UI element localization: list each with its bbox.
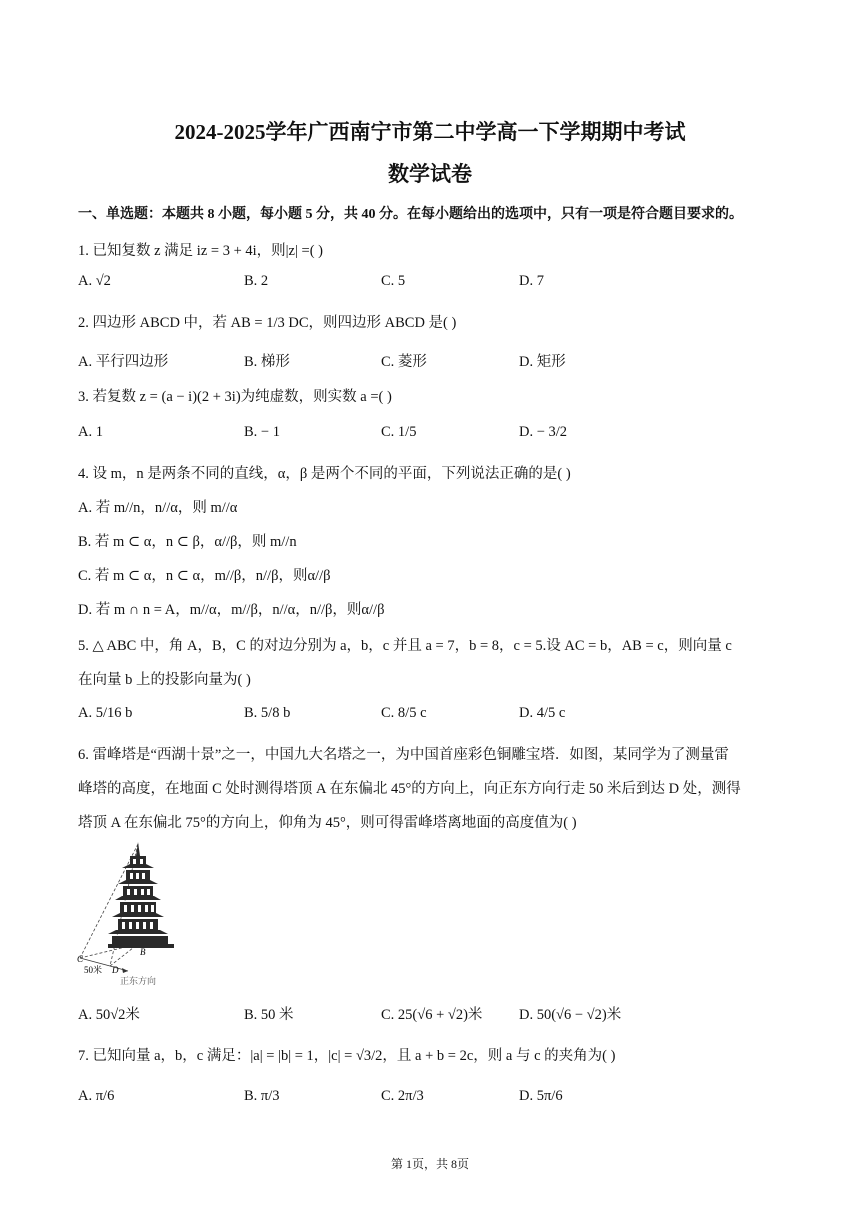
q7-option-c: C. 2π/3 <box>381 1088 424 1104</box>
q3-option-b: B. − 1 <box>244 424 280 440</box>
q3-option-d: D. − 3/2 <box>519 424 568 440</box>
svg-text:B: B <box>140 947 146 957</box>
question-6-line-1: 6. 雷峰塔是“西湖十景”之一，中国九大名塔之一，为中国首座彩色铜雕宝塔．如图，某同学为了测量雷 <box>78 747 729 763</box>
q4-option-d: D. 若 m ∩ n = A，m//α，m//β，n//α，n//β，则α//β <box>78 602 385 618</box>
q6-option-b: B. 50 米 <box>244 1007 294 1023</box>
q4-option-c: C. 若 m ⊂ α，n ⊂ α，m//β，n//β，则α//β <box>78 568 331 584</box>
svg-text:C: C <box>77 954 84 964</box>
q2-option-b: B. 梯形 <box>244 354 290 370</box>
q7-option-a: A. π/6 <box>78 1088 115 1104</box>
q6-option-a: A. 50√2米 <box>78 1007 140 1023</box>
q2-option-a: A. 平行四边形 <box>78 354 169 370</box>
question-1: 1. 已知复数 z 满足 iz = 3 + 4i，则|z| =( ) <box>78 243 323 259</box>
q2-option-c: C. 菱形 <box>381 354 427 370</box>
q3-option-a: A. 1 <box>78 424 103 440</box>
q5-option-b: B. 5/8 b <box>244 705 291 721</box>
question-2: 2. 四边形 ABCD 中，若 AB = 1/3 DC，则四边形 ABCD 是( ) <box>78 315 457 331</box>
question-4: 4. 设 m，n 是两条不同的直线，α，β 是两个不同的平面，下列说法正确的是( ) <box>78 466 571 482</box>
q4-option-b: B. 若 m ⊂ α，n ⊂ β，α//β，则 m//n <box>78 534 297 550</box>
question-5-line-2: 在向量 b 上的投影向量为( ) <box>78 672 251 688</box>
fig-label-east: 正东方向 <box>120 976 157 986</box>
question-6-line-3: 塔顶 A 在东偏北 75°的方向上，仰角为 45°，则可得雷峰塔离地面的高度值为( ) <box>78 815 577 831</box>
q3-option-c: C. 1/5 <box>381 424 417 440</box>
question-7: 7. 已知向量 a，b，c 满足：|a| = |b| = 1，|c| = √3/2，且 a + b = 2c，则 a 与 c 的夹角为( ) <box>78 1048 616 1064</box>
question-5-line-1: 5. △ ABC 中，角 A，B，C 的对边分别为 a，b，c 并且 a = 7，b = 8，c = 5.设 AC = b，AB = c，则向量 c <box>78 638 732 654</box>
exam-subtitle: 数学试卷 <box>388 162 472 186</box>
page-footer: 第 1页，共 8页 <box>390 1157 469 1171</box>
q1-option-c: C. 5 <box>381 273 406 289</box>
q6-option-c: C. 25(√6 + √2)米 <box>381 1007 483 1023</box>
q7-option-b: B. π/3 <box>244 1088 280 1104</box>
svg-text:D: D <box>112 965 119 975</box>
q4-option-a: A. 若 m//n，n//α，则 m//α <box>78 500 238 516</box>
q5-option-a: A. 5/16 b <box>78 705 133 721</box>
question-3: 3. 若复数 z = (a − i)(2 + 3i)为纯虚数，则实数 a =( ) <box>78 389 392 405</box>
q5-option-d: D. 4/5 c <box>519 705 566 721</box>
fig-label-50m: 50米 <box>84 965 103 975</box>
leifeng-pagoda-figure <box>78 840 188 990</box>
q1-option-b: B. 2 <box>244 273 269 289</box>
section-heading: 一、单选题：本题共 8 小题，每小题 5 分，共 40 分。在每小题给出的选项中，只有一项是符合题目要求的。 <box>78 207 743 222</box>
q1-option-d: D. 7 <box>519 273 544 289</box>
q5-option-c: C. 8/5 c <box>381 705 427 721</box>
q7-option-d: D. 5π/6 <box>519 1088 563 1104</box>
exam-title: 2024-2025学年广西南宁市第二中学高一下学期期中考试 <box>174 120 686 144</box>
q1-option-a: A. √2 <box>78 273 111 289</box>
q2-option-d: D. 矩形 <box>519 354 566 370</box>
q6-option-d: D. 50(√6 − √2)米 <box>519 1007 622 1023</box>
question-6-line-2: 峰塔的高度，在地面 C 处时测得塔顶 A 在东偏北 45°的方向上，向正东方向行走 50 米后到达 D 处，测得 <box>78 781 741 797</box>
